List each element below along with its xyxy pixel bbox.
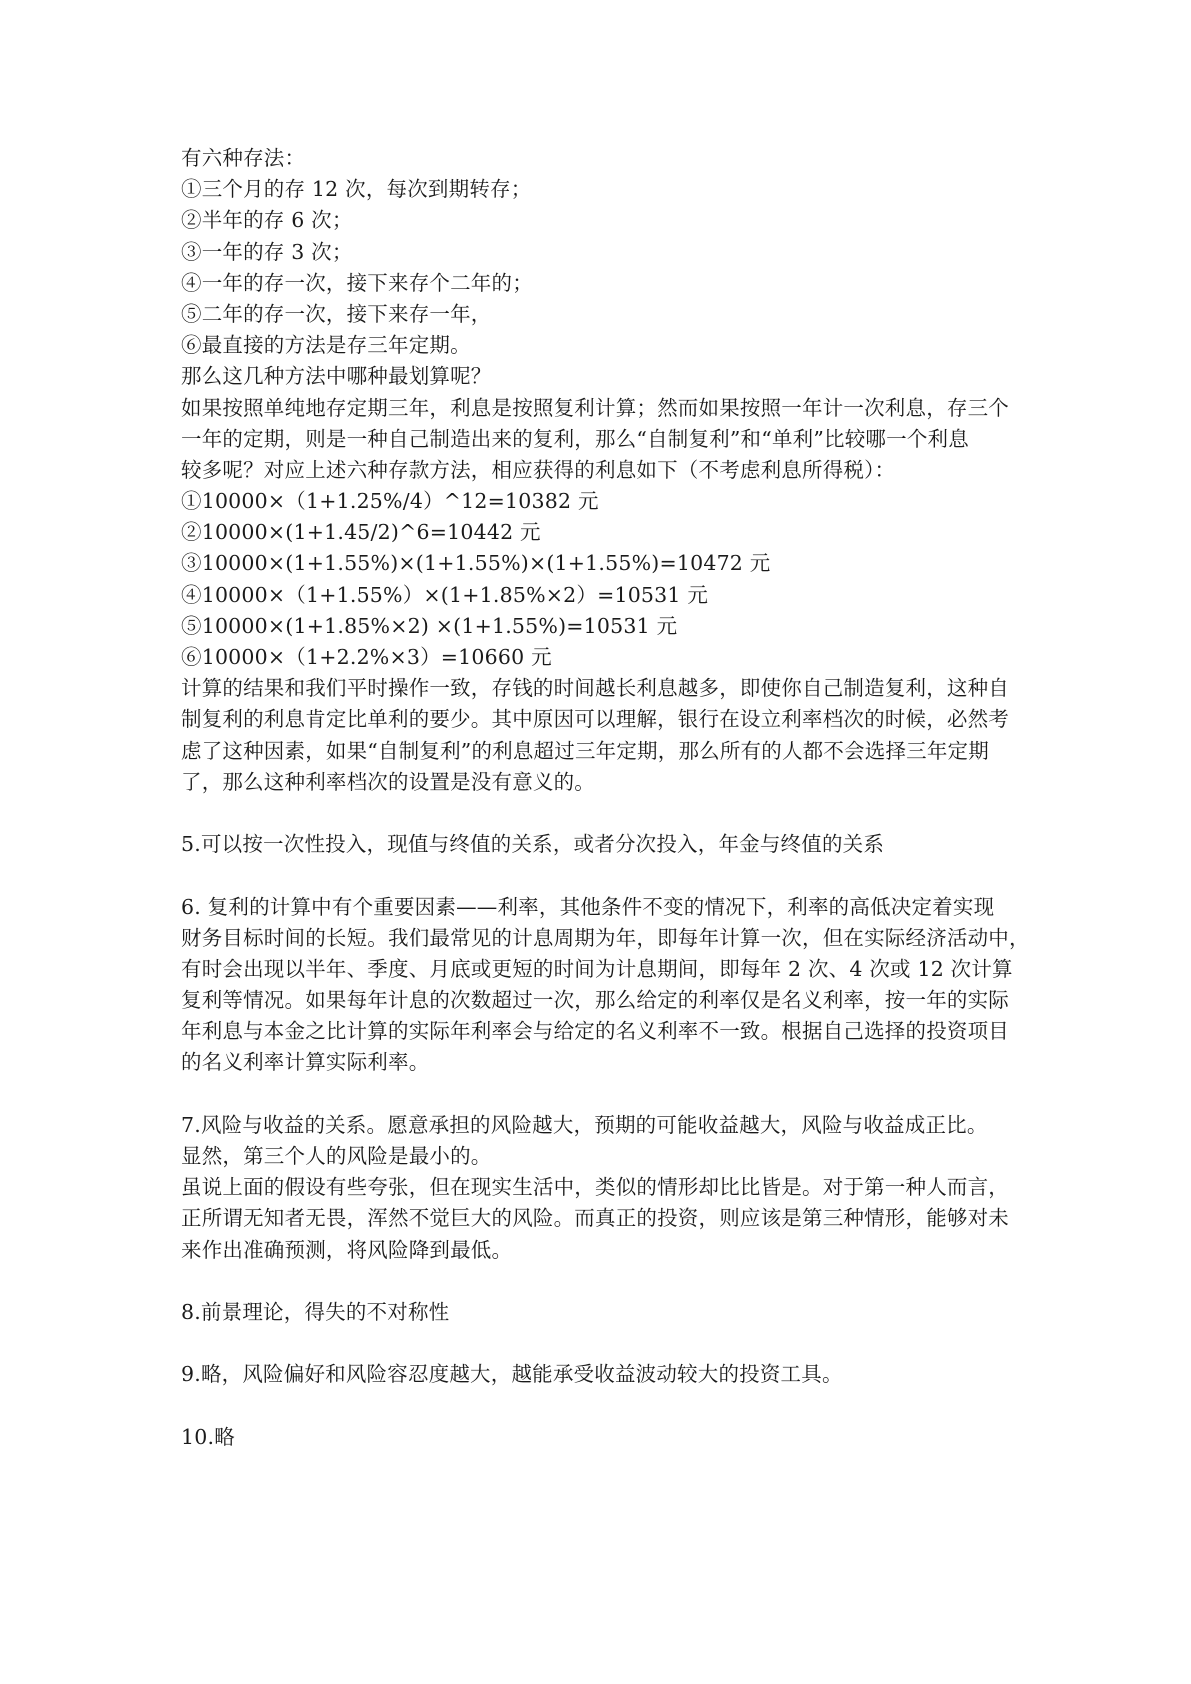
text-line: ①三个月的存 12 次，每次到期转存； bbox=[181, 177, 532, 202]
item-5-section bbox=[181, 829, 1021, 860]
text-line: ⑤二年的存一次，接下来存一年， bbox=[181, 301, 492, 326]
formula-line: ④10000×（1+1.55%）×(1+1.85%×2）=10531 元 bbox=[181, 582, 709, 607]
text-line: 8.前景理论，得失的不对称性 bbox=[181, 1299, 450, 1324]
text-line: ④一年的存一次，接下来存个二年的； bbox=[181, 270, 533, 295]
text-line: 复利等情况。如果每年计息的次数超过一次，那么给定的利率仅是名义利率，按一年的实际 bbox=[181, 988, 1009, 1013]
intro-section bbox=[181, 143, 1021, 798]
text-line: 有六种存法： bbox=[181, 146, 306, 170]
formula-line: ②10000×(1+1.45/2)^6=10442 元 bbox=[181, 520, 541, 545]
paragraph-gap bbox=[181, 1391, 1021, 1422]
item-8-section bbox=[181, 1297, 1021, 1328]
text-line: 有时会出现以半年、季度、月底或更短的时间为计息期间，即每年 2 次、4 次或 12 次计算 bbox=[181, 956, 1013, 981]
text-line: 的名义利率计算实际利率。 bbox=[181, 1050, 430, 1075]
text-line: 一年的定期，则是一种自己制造出来的复利，那么“自制复利”和“单利”比较哪一个利息 bbox=[181, 426, 969, 451]
item-9-section bbox=[181, 1359, 1021, 1390]
document-page bbox=[181, 143, 1030, 1453]
formula-line: ①10000×（1+1.25%/4）^12=10382 元 bbox=[181, 489, 599, 514]
item-7-section bbox=[181, 1110, 1021, 1266]
text-line: 10.略 bbox=[181, 1424, 235, 1449]
formula-line: ⑥10000×（1+2.2%×3）=10660 元 bbox=[181, 645, 552, 669]
text-line: 虽说上面的假设有些夸张，但在现实生活中，类似的情形却比比皆是。对于第一种人而言， bbox=[181, 1175, 1009, 1200]
text-line: 显然，第三个人的风险是最小的。 bbox=[181, 1144, 492, 1168]
formula-line: ③10000×(1+1.55%)×(1+1.55%)×(1+1.55%)=10472 元 bbox=[181, 551, 771, 576]
paragraph-gap bbox=[181, 1079, 1021, 1110]
text-line: 5.可以按一次性投入，现值与终值的关系，或者分次投入，年金与终值的关系 bbox=[181, 832, 885, 857]
text-line: ⑥最直接的方法是存三年定期。 bbox=[181, 333, 471, 358]
item-10-section bbox=[181, 1422, 1021, 1453]
text-line: 财务目标时间的长短。我们最常见的计息周期为年，即每年计算一次，但在实际经济活动中， bbox=[181, 925, 1030, 950]
text-line: 如果按照单纯地存定期三年，利息是按照复利计算；然而如果按照一年计一次利息，存三个 bbox=[181, 395, 1009, 420]
text-line: 9.略，风险偏好和风险容忍度越大，越能承受收益波动较大的投资工具。 bbox=[181, 1362, 843, 1387]
text-line: ②半年的存 6 次； bbox=[181, 208, 353, 233]
text-line: 了，那么这种利率档次的设置是没有意义的。 bbox=[181, 769, 595, 794]
text-line: 那么这几种方法中哪种最划算呢？ bbox=[181, 364, 492, 389]
text-line: 虑了这种因素，如果“自制复利”的利息超过三年定期，那么所有的人都不会选择三年定期 bbox=[181, 738, 989, 763]
paragraph-gap bbox=[181, 860, 1021, 891]
text-line: 来作出准确预测，将风险降到最低。 bbox=[181, 1237, 513, 1262]
text-line: ③一年的存 3 次； bbox=[181, 239, 353, 264]
text-line: 计算的结果和我们平时操作一致，存钱的时间越长利息越多，即使你自己制造复利，这种自 bbox=[181, 676, 1009, 701]
text-line: 较多呢？对应上述六种存款方法，相应获得的利息如下（不考虑利息所得税）： bbox=[181, 457, 896, 482]
item-6-section bbox=[181, 892, 1030, 1079]
paragraph-gap bbox=[181, 1266, 1021, 1297]
paragraph-gap bbox=[181, 798, 1021, 829]
text-line: 7.风险与收益的关系。愿意承担的风险越大，预期的可能收益越大，风险与收益成正比。 bbox=[181, 1112, 988, 1137]
text-line: 制复利的利息肯定比单利的要少。其中原因可以理解，银行在设立利率档次的时候，必然考 bbox=[181, 707, 1009, 732]
text-line: 年利息与本金之比计算的实际年利率会与给定的名义利率不一致。根据自己选择的投资项目 bbox=[181, 1019, 1009, 1044]
formula-line: ⑤10000×(1+1.85%×2) ×(1+1.55%)=10531 元 bbox=[181, 613, 678, 638]
text-line: 6. 复利的计算中有个重要因素——利率，其他条件不变的情况下，利率的高低决定着实现 bbox=[181, 894, 995, 919]
paragraph-gap bbox=[181, 1328, 1021, 1359]
text-line: 正所谓无知者无畏，浑然不觉巨大的风险。而真正的投资，则应该是第三种情形，能够对未 bbox=[181, 1206, 1009, 1231]
